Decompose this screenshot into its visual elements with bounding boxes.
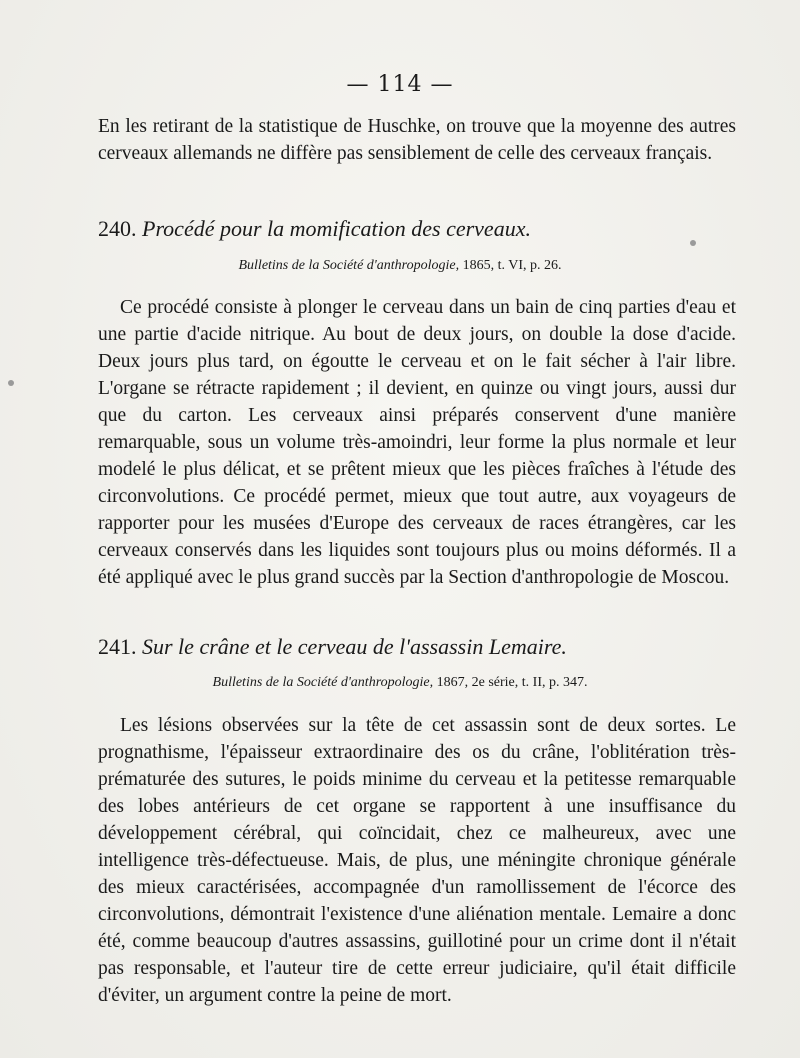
- margin-dot: [8, 380, 14, 386]
- section-paragraph-240: Ce procédé consiste à plonger le cerveau dans un bain de cinq parties d'eau et une partie d'acide nitrique. Au bout de deux jours, on double la dose d'acide. Deux jours plus tard, on égoutte le cerveau et on le fait sécher à l'air libre. L'organe se rétracte rapidement ; il devient, en quinze ou vingt jours, aussi dur que du carton. Les cerveaux ainsi préparés conservent d'une manière remarquable, sous un volume très-amoindri, leur forme la plus normale et leur modelé le plus délicat, et se prêtent mieux que les pièces fraîches à l'étude des circonvolutions. Ce procédé permet, mieux que tout autre, aux voyageurs de rapporter pour les musées d'Europe des cerveaux de races étrangères, car les cerveaux conservés dans les liquides sont toujours plus ou moins déformés. Il a été appliqué avec le plus grand succès par la Section d'anthropologie de Moscou.: [98, 297, 736, 588]
- section-title: Procédé pour la momification des cerveaux.: [142, 216, 531, 241]
- section-heading-240: [98, 215, 738, 243]
- source-journal: Bulletins de la Société d'anthropologie,: [212, 675, 434, 690]
- section-paragraph-241: Les lésions observées sur la tête de cet assassin sont de deux sortes. Le prognathisme, l'épaisseur extraordinaire des os du crâne, l'oblitération très-prématurée des sutures, le poids minime du cerveau et la petitesse remarquable des lobes antérieurs de cet organe se rapportent à une insuffisance du développement cérébral, qui coïncidait, chez ce malheureux, avec une intelligence très-défectueuse. Mais, de plus, une méningite chronique générale des mieux caractérisées, accompagnée d'un ramollissement de l'écorce des circonvolutions, démontrait l'existence d'une aliénation mentale. Lemaire a donc été, comme beaucoup d'autres assassins, guillotiné pour un crime dont il n'était pas responsable, et l'auteur tire de cette erreur judiciaire, qu'il était difficile d'éviter, un argument contre la peine de mort.: [98, 715, 736, 1006]
- source-details: 1865, t. VI, p. 26.: [462, 258, 562, 273]
- page-number: — 114 —: [346, 72, 454, 97]
- section-heading-241: [98, 633, 738, 661]
- section-number: 241.: [98, 634, 137, 659]
- section-title: Sur le crâne et le cerveau de l'assassin Lemaire.: [142, 634, 567, 659]
- source-details: 1867, 2e série, t. II, p. 347.: [436, 675, 588, 690]
- margin-dot: [690, 240, 696, 246]
- section-source-240: [0, 258, 800, 274]
- section-number: 240.: [98, 216, 137, 241]
- section-source-241: [0, 675, 800, 691]
- intro-paragraph: En les retirant de la statistique de Huschke, on trouve que la moyenne des autres cerveaux allemands ne diffère pas sensiblement de celle des cerveaux français.: [98, 116, 736, 164]
- source-journal: Bulletins de la Société d'anthropologie,: [238, 258, 460, 273]
